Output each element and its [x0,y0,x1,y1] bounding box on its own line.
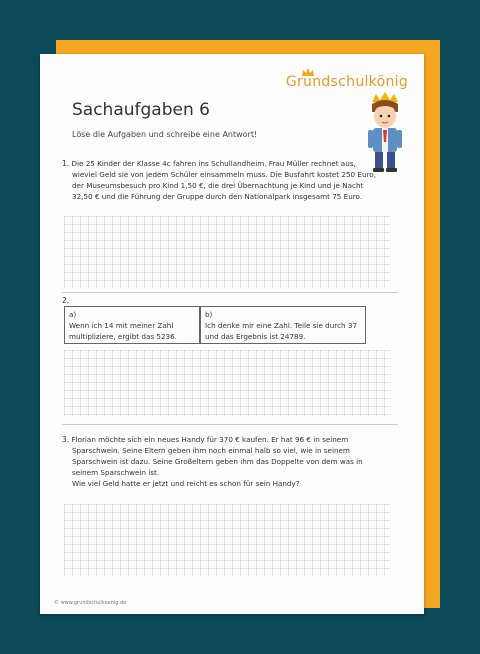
answer-grid-3[interactable] [64,504,390,576]
task-1-text [62,158,402,202]
task-2a-line: Wenn ich 14 mit meiner Zahl [69,321,174,330]
footer-copyright: © www.grundschulkoenig.de [54,600,127,606]
task-3-text [62,434,402,489]
answer-grid-2[interactable] [64,350,390,416]
task-1-line: wieviel Geld sie von jedem Schüler einsammeln muss. Die Busfahrt kostet 250 Euro, [72,170,376,179]
task-1-line: Die 25 Kinder der Klasse 4c fahren ins Schullandheim. Frau Müller rechnet aus, [71,159,356,168]
instruction-text: Löse die Aufgaben und schreibe eine Antwort! [72,130,258,139]
task-2b-label: b) [205,310,213,319]
task-2a-label: a) [69,310,77,319]
task-2b-box [200,306,366,344]
divider [62,292,398,293]
answer-grid-1[interactable] [64,216,390,288]
brand-logo: Grundschulkönig [285,74,408,90]
task-1-line: 32,50 € und die Führung der Gruppe durch den Nationalpark insgesamt 75 Euro. [72,192,363,201]
page-title: Sachaufgaben 6 [72,100,210,120]
worksheet-page [40,54,424,614]
task-2-number: 2. [62,296,70,305]
task-3-line: Sparschwein ist dazu. Seine Großeltern geben ihm das Doppelte von dem was in [72,457,363,466]
task-3-line: Florian möchte sich ein neues Handy für 370 € kaufen. Er hat 96 € in seinem [71,435,349,444]
task-3-line: Sparschwein. Seine Eltern geben ihm noch einmal halb so viel, wie in seinem [72,446,350,455]
task-3-line: Wie viel Geld hatte er jetzt und reicht es schon für sein Handy? [72,479,300,488]
divider [62,424,398,425]
task-2a-line: multipliziere, ergibt das 5236. [69,332,177,341]
task-2b-line: Ich denke mir eine Zahl. Teile sie durch 37 [205,321,358,330]
task-2b-line: und das Ergebnis ist 24789. [205,332,306,341]
task-2a-box [64,306,200,344]
task-3-line: seinem Sparschwein ist. [72,468,160,477]
task-3-number: 3. [62,435,70,444]
task-1-number: 1. [62,159,70,168]
task-1-line: der Museumsbesuch pro Kind 1,50 €, die drei Übernachtung je Kind und je Nacht [72,181,364,190]
